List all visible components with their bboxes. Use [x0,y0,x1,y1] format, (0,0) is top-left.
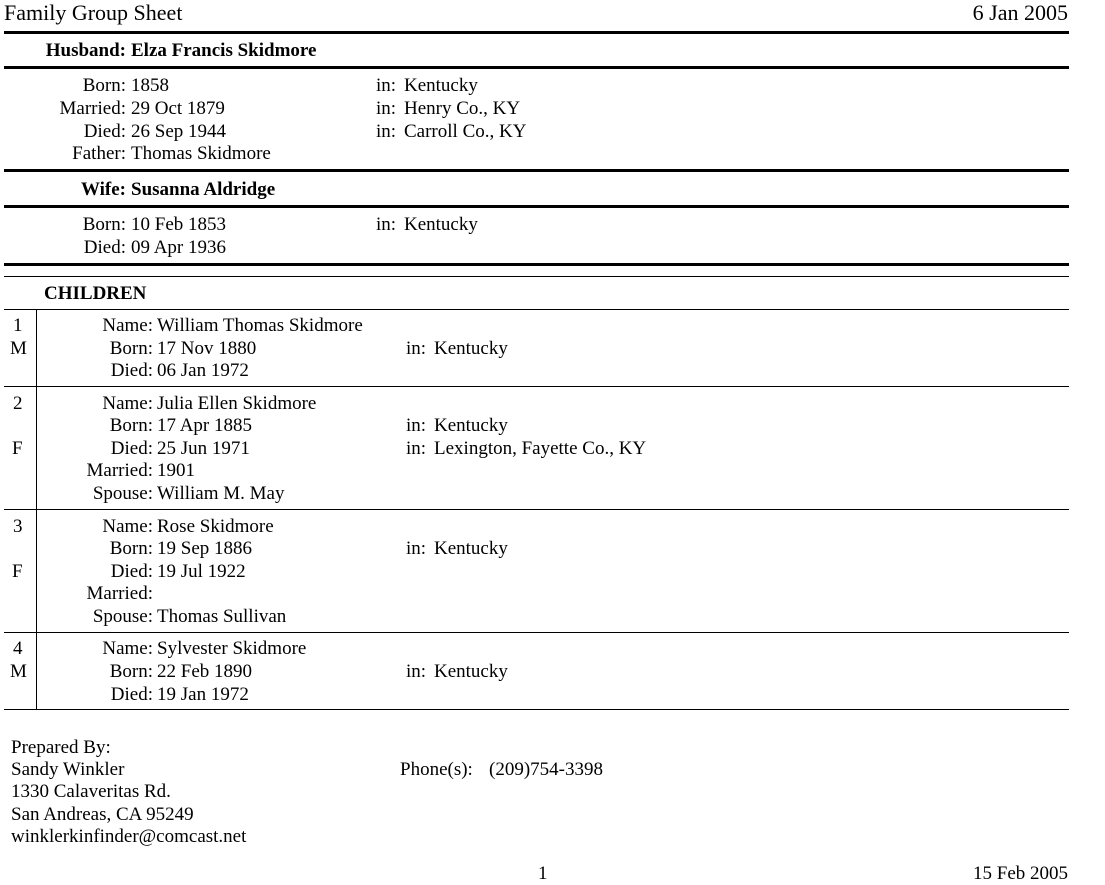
child-born: 17 Apr 1885 [157,415,252,436]
child-sex: M [10,338,27,359]
children-heading-rule [4,309,1069,310]
children-top-rule [4,276,1069,277]
wife-label: Wife: [80,179,126,200]
wife-bottom-rule [4,263,1069,266]
child-born-in-label: in: [406,415,427,436]
child-died: 19 Jul 1922 [157,561,246,582]
husband-born-in-label: in: [376,75,397,96]
document-title: Family Group Sheet [4,0,183,25]
wife-name: Susanna Aldridge [131,179,276,200]
child-sex: M [10,661,27,682]
wife-born-label: Born: [82,214,126,235]
child-born: 19 Sep 1886 [157,538,252,559]
preparer-street: 1330 Calaveritas Rd. [11,781,171,802]
child-born-label: Born: [109,661,153,682]
child-born-label: Born: [109,415,153,436]
child-divider-rule [4,386,1069,387]
wife-died: 09 Apr 1936 [131,237,226,258]
child-divider-rule [4,509,1069,510]
husband-married-in-label: in: [376,98,397,119]
children-heading: CHILDREN [44,283,147,304]
child-name-label: Name: [102,638,153,659]
child-name: Rose Skidmore [157,516,274,537]
children-bottom-rule [4,709,1069,710]
child-spouse-label: Spouse: [92,483,153,504]
wife-born-in-label: in: [376,214,397,235]
child-born-in-label: in: [406,338,427,359]
preparer-email: winklerkinfinder@comcast.net [11,826,247,847]
husband-father-label: Father: [72,143,126,164]
husband-died-place: Carroll Co., KY [404,121,527,142]
child-married-label: Married: [86,460,153,481]
footer-date: 15 Feb 2005 [973,863,1068,884]
preparer-city: San Andreas, CA 95249 [11,804,194,825]
child-born-label: Born: [109,338,153,359]
child-number: 2 [13,393,23,414]
wife-born: 10 Feb 1853 [131,214,226,235]
child-died-in-label: in: [406,438,427,459]
husband-rule [4,66,1069,69]
husband-born-place: Kentucky [404,75,478,96]
child-sex: F [12,438,23,459]
husband-married: 29 Oct 1879 [131,98,225,119]
header-rule [4,31,1069,34]
husband-name: Elza Francis Skidmore [131,40,317,61]
wife-born-place: Kentucky [404,214,478,235]
husband-died: 26 Sep 1944 [131,121,226,142]
child-born-in-label: in: [406,538,427,559]
wife-rule [4,205,1069,208]
wife-died-label: Died: [83,237,126,258]
child-died-label: Died: [110,684,153,705]
child-number: 3 [13,516,23,537]
child-died-label: Died: [110,438,153,459]
wife-top-rule [4,169,1069,172]
husband-born: 1858 [131,75,169,96]
header-date: 6 Jan 2005 [972,0,1068,25]
child-name-label: Name: [102,393,153,414]
child-died-place: Lexington, Fayette Co., KY [434,438,647,459]
child-died-label: Died: [110,360,153,381]
husband-label: Husband: [45,40,126,61]
child-name-label: Name: [102,516,153,537]
child-number: 4 [13,638,23,659]
child-spouse: William M. May [157,483,285,504]
child-sex: F [12,561,23,582]
child-born-place: Kentucky [434,338,508,359]
child-died-label: Died: [110,561,153,582]
child-spouse-label: Spouse: [92,606,153,627]
child-married-label: Married: [86,583,153,604]
child-spouse: Thomas Sullivan [157,606,287,627]
husband-died-in-label: in: [376,121,397,142]
child-died: 25 Jun 1971 [157,438,250,459]
child-born-place: Kentucky [434,538,508,559]
husband-married-place: Henry Co., KY [404,98,521,119]
preparer-heading: Prepared By: [11,737,111,758]
preparer-name: Sandy Winkler [11,759,125,780]
husband-married-label: Married: [59,98,126,119]
child-born: 22 Feb 1890 [157,661,252,682]
child-born-place: Kentucky [434,661,508,682]
children-column-divider [36,310,37,710]
child-name: Sylvester Skidmore [157,638,307,659]
child-number: 1 [13,315,23,336]
husband-born-label: Born: [82,75,126,96]
child-born-in-label: in: [406,661,427,682]
child-divider-rule [4,632,1069,633]
child-born: 17 Nov 1880 [157,338,257,359]
phone-label: Phone(s): [400,759,473,780]
child-born-label: Born: [109,538,153,559]
child-name: William Thomas Skidmore [157,315,363,336]
child-died: 19 Jan 1972 [157,684,249,705]
husband-died-label: Died: [83,121,126,142]
child-died: 06 Jan 1972 [157,360,249,381]
child-name: Julia Ellen Skidmore [157,393,317,414]
child-married: 1901 [157,460,195,481]
child-name-label: Name: [102,315,153,336]
phone-number: (209)754-3398 [489,759,603,780]
page-number: 1 [538,863,548,884]
husband-father: Thomas Skidmore [131,143,271,164]
child-born-place: Kentucky [434,415,508,436]
